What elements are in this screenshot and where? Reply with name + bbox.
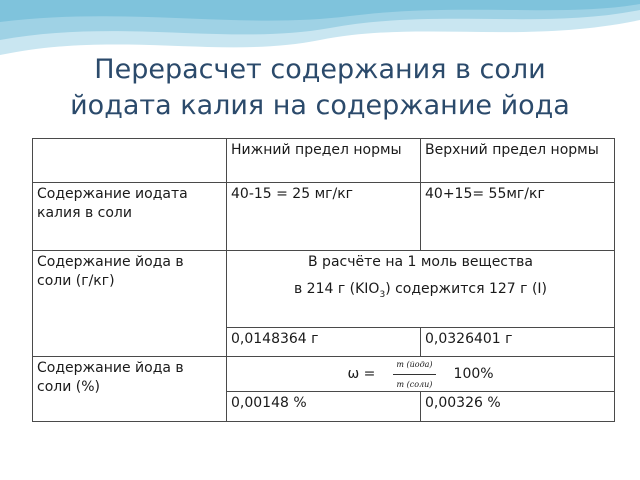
calc-line-2 [231,280,610,305]
cell-iodate-lower: 40-15 = 25 мг/кг [227,183,421,251]
table-row [33,251,615,328]
iodine-table [32,138,615,422]
row-label-iodine-percent: Содержание йода в соли (%) [33,357,227,422]
formula-percent: 100% [453,365,494,382]
header-empty-cell [33,139,227,183]
title-line-2: йодата калия на содержание йода [70,90,570,121]
calc-line-2-post: ) содержится 127 г (I) [385,281,548,297]
header-upper-limit: Верхний предел нормы [421,139,615,183]
cell-percent-upper: 0,00326 % [421,392,615,422]
cell-percent-formula [227,357,615,392]
calc-line-2-pre: в 214 г (KIO [293,281,380,297]
header-lower-limit: Нижний предел нормы [227,139,421,183]
cell-molar-calculation [227,251,615,328]
cell-iodine-upper: 0,0326401 г [421,328,615,357]
table-row [33,183,615,251]
table-row [33,357,615,392]
formula-omega: ω = [347,365,376,382]
formula [231,359,610,389]
calc-line-1: В расчёте на 1 моль вещества [308,254,533,270]
formula-numerator: m (йода) [393,355,435,375]
cell-iodate-upper: 40+15= 55мг/кг [421,183,615,251]
page-title [20,52,620,124]
row-label-iodine-g-per-kg: Содержание йода в соли (г/кг) [33,251,227,357]
cell-iodine-lower: 0,0148364 г [227,328,421,357]
calc-line-2-sub: 3 [379,289,386,300]
formula-denominator: m (соли) [396,379,433,389]
title-line-1: Перерасчет содержания в соли [94,54,546,85]
row-label-potassium-iodate: Содержание иодата калия в соли [33,183,227,251]
table-row [33,139,615,183]
formula-fraction [393,355,435,394]
cell-percent-lower: 0,00148 % [227,392,421,422]
